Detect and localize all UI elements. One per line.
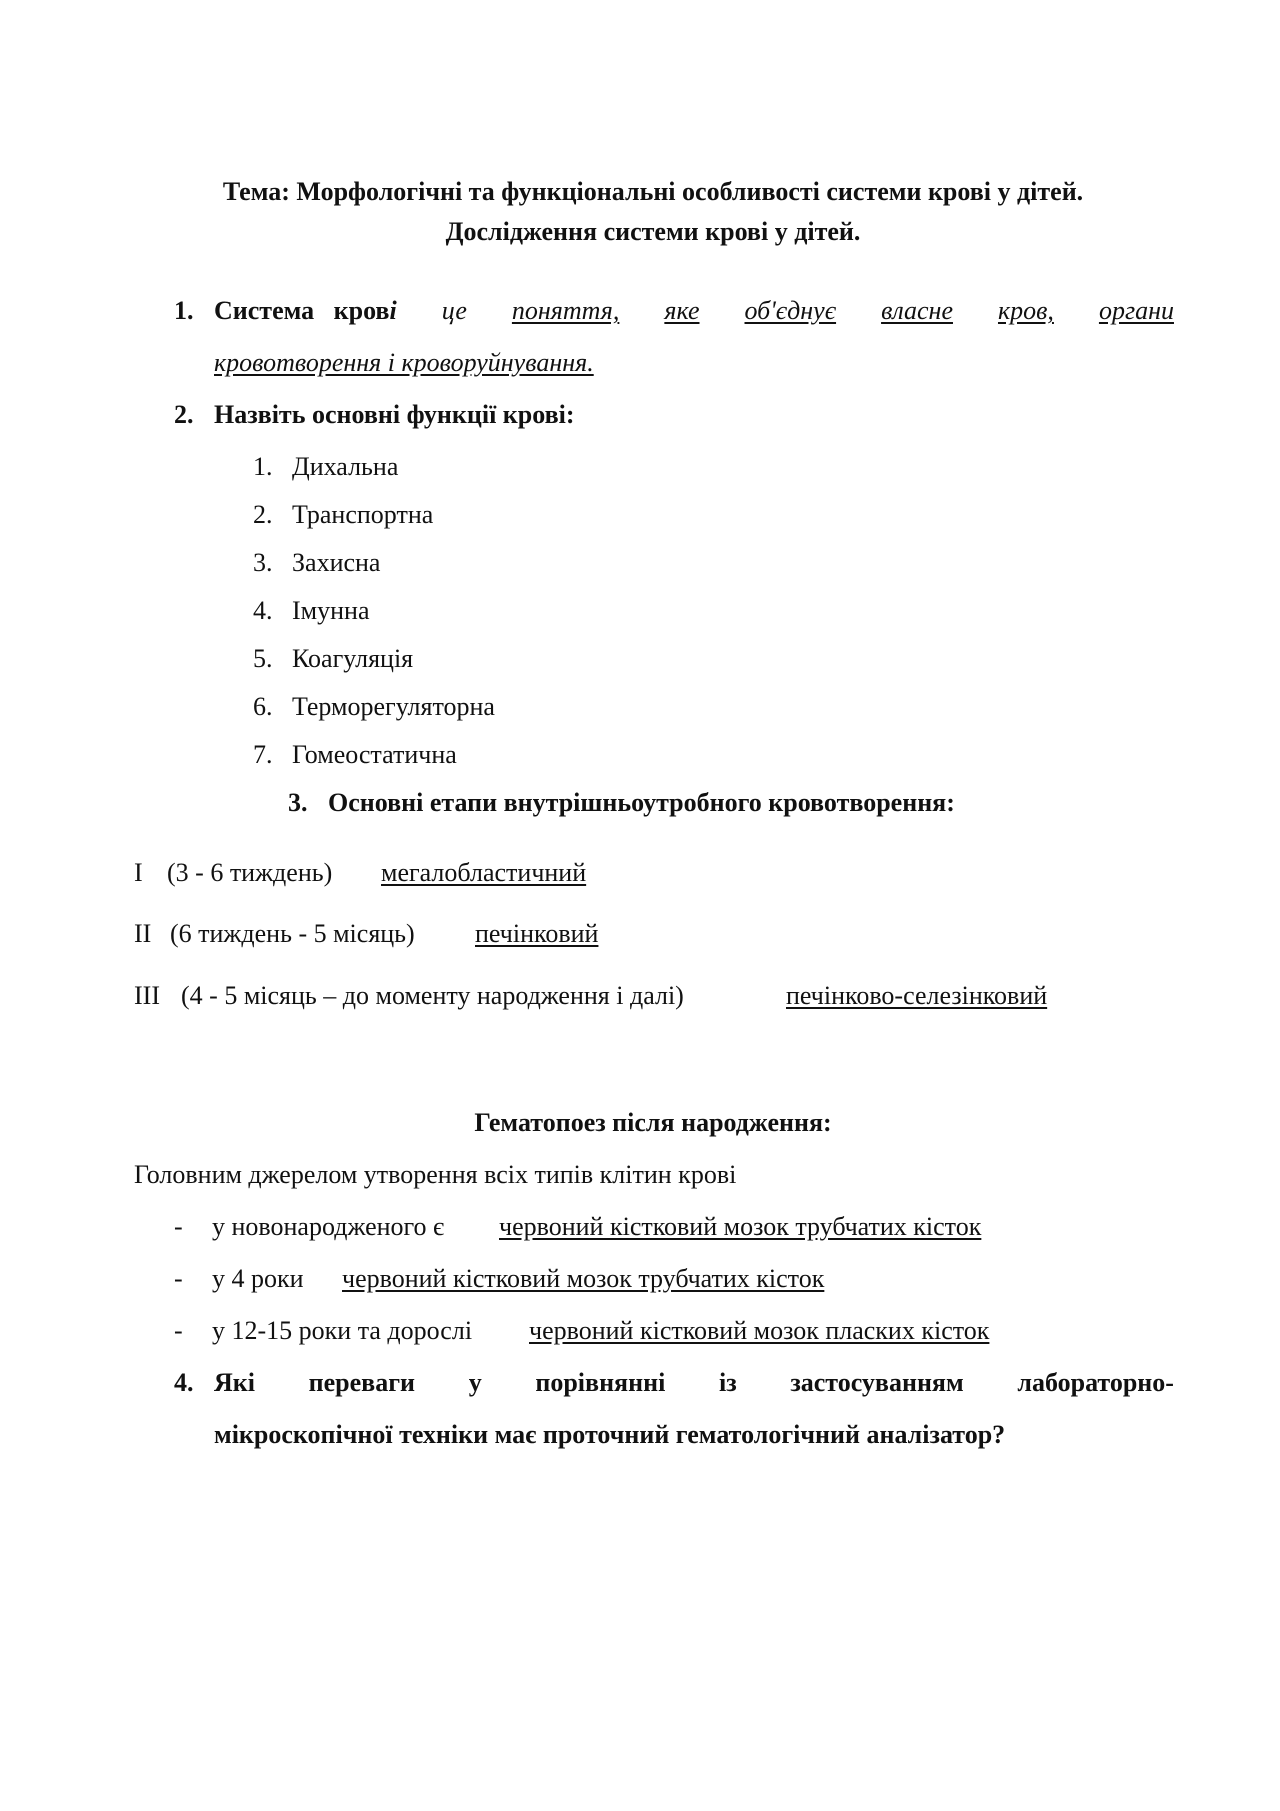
list-item-number: 5. <box>253 644 273 673</box>
postnatal-intro: Головним джерелом утворення всіх типів клітин крові <box>134 1160 737 1189</box>
postnatal-label: у 4 роки <box>212 1264 304 1293</box>
q1-dash-word: це <box>441 296 467 325</box>
stage-name: мегалобластичний <box>381 858 587 887</box>
q1-def-word-5: кров, <box>997 296 1054 325</box>
postnatal-label: у 12-15 роки та дорослі <box>212 1316 473 1345</box>
list-item-number: 3. <box>253 548 273 577</box>
q4-line-1 <box>214 1366 1174 1400</box>
q4-word-4: порівнянні <box>535 1368 666 1397</box>
q1-def-word-6: органи <box>1098 296 1174 325</box>
list-item-number: 7. <box>253 740 273 769</box>
page-title-line-2: Дослідження системи крові у дітей. <box>445 217 861 246</box>
q1-def-word-1: поняття, <box>511 296 620 325</box>
postnatal-answer: червоний кістковий мозок пласких кісток <box>529 1316 990 1345</box>
list-item: Транспортна <box>292 500 434 529</box>
q1-line-1 <box>214 294 1174 328</box>
stage-name: печінковий <box>475 919 599 948</box>
list-item-number: 2. <box>253 500 273 529</box>
q1-def-word-2: яке <box>664 296 700 325</box>
q1-number: 1. <box>174 296 194 325</box>
q3-number: 3. <box>288 788 308 817</box>
q1-term: Система крові <box>214 296 397 325</box>
q2-number: 2. <box>174 400 194 429</box>
list-item-number: 4. <box>253 596 273 625</box>
q1-def-word-4: власне <box>881 296 953 325</box>
q4-word-1: Які <box>214 1368 255 1397</box>
list-item-number: 6. <box>253 692 273 721</box>
stage-name: печінково-селезінковий <box>786 981 1048 1010</box>
q4-word-7: лабораторно- <box>1017 1368 1174 1397</box>
q4-word-3: у <box>468 1368 482 1397</box>
list-item: Захисна <box>292 548 381 577</box>
list-item: Коагуляція <box>292 644 414 673</box>
postnatal-label: у новонародженого є <box>212 1212 445 1241</box>
list-item: Гомеостатична <box>292 740 457 769</box>
stage-period: (3 - 6 тиждень) <box>167 858 333 887</box>
stage-period: (4 - 5 місяць – до моменту народження і далі) <box>181 981 684 1010</box>
postnatal-heading: Гематопоез після народження: <box>474 1108 832 1137</box>
stage-roman: III <box>134 981 160 1010</box>
q3-heading: Основні етапи внутрішньоутробного кровотворення: <box>328 788 955 817</box>
list-item: Імунна <box>292 596 370 625</box>
postnatal-answer: червоний кістковий мозок трубчатих кісток <box>342 1264 825 1293</box>
dash-bullet: - <box>174 1316 183 1345</box>
dash-bullet: - <box>174 1264 183 1293</box>
page-title-line-1: Тема: Морфологічні та функціональні особливості системи крові у дітей. <box>222 177 1084 206</box>
stage-period: (6 тиждень - 5 місяць) <box>170 919 415 948</box>
dash-bullet: - <box>174 1212 183 1241</box>
q4-number: 4. <box>174 1368 194 1397</box>
list-item-number: 1. <box>253 452 273 481</box>
q4-word-2: переваги <box>308 1368 416 1397</box>
stage-roman: I <box>134 858 143 887</box>
list-item: Дихальна <box>292 452 399 481</box>
q4-line-2: мікроскопічної техніки має проточний гематологічний аналізатор? <box>214 1420 1006 1449</box>
list-item: Терморегуляторна <box>292 692 495 721</box>
q1-def-word-3: об'єднує <box>744 296 837 325</box>
q2-heading: Назвіть основні функції крові: <box>214 400 575 429</box>
stage-roman: II <box>134 919 152 948</box>
postnatal-answer: червоний кістковий мозок трубчатих кісток <box>499 1212 982 1241</box>
q4-word-5: із <box>718 1368 737 1397</box>
q4-word-6: застосуванням <box>790 1368 964 1397</box>
q1-definition-line-2: кровотворення і кроворуйнування. <box>214 348 594 377</box>
